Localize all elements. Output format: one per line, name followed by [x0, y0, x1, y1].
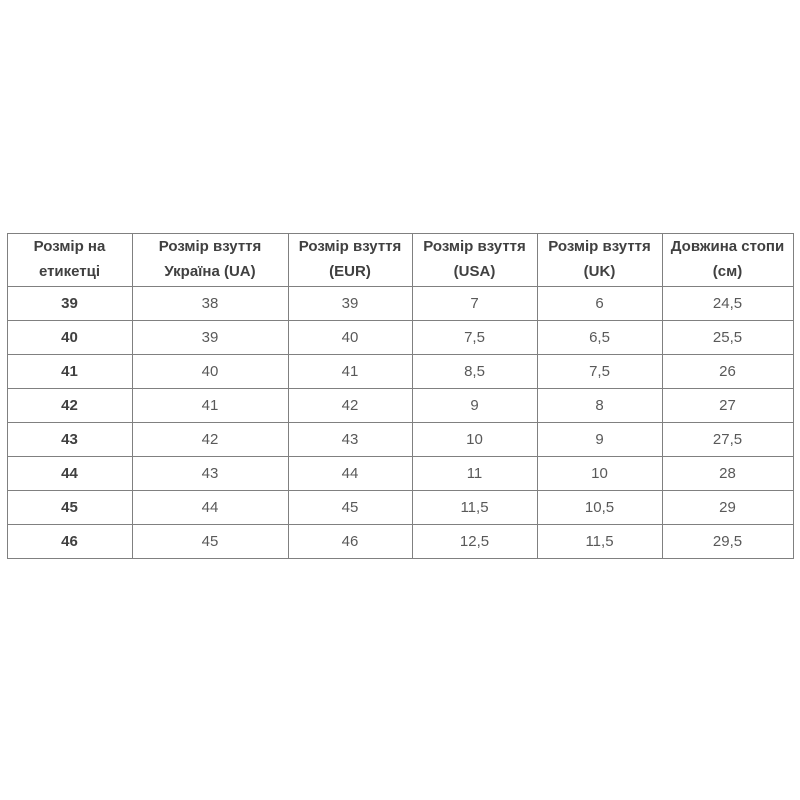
table-cell: 9 [537, 423, 662, 457]
column-header-6: Довжина стопи (см) [662, 234, 793, 287]
table-cell: 28 [662, 457, 793, 491]
table-cell: 24,5 [662, 287, 793, 321]
table-cell: 11,5 [537, 525, 662, 559]
table-cell: 7 [412, 287, 537, 321]
table-cell: 8,5 [412, 355, 537, 389]
table-cell: 10 [537, 457, 662, 491]
table-cell: 43 [288, 423, 412, 457]
header-row [7, 234, 793, 287]
row-label-cell: 43 [7, 423, 132, 457]
table-row-2 [7, 321, 793, 355]
column-header-3: Розмір взуття (EUR) [288, 234, 412, 287]
table-row-4 [7, 389, 793, 423]
table-cell: 8 [537, 389, 662, 423]
table-row-5 [7, 423, 793, 457]
table-row-1 [7, 287, 793, 321]
table-cell: 29,5 [662, 525, 793, 559]
row-label-cell: 44 [7, 457, 132, 491]
column-header-2: Розмір взуття Україна (UA) [132, 234, 288, 287]
table-body [7, 287, 793, 559]
table-cell: 9 [412, 389, 537, 423]
table-cell: 41 [288, 355, 412, 389]
table-cell: 27 [662, 389, 793, 423]
table-cell: 45 [288, 491, 412, 525]
table-cell: 10,5 [537, 491, 662, 525]
table-cell: 41 [132, 389, 288, 423]
table-row-7 [7, 491, 793, 525]
table-cell: 40 [288, 321, 412, 355]
table-cell: 7,5 [537, 355, 662, 389]
table-row-6 [7, 457, 793, 491]
table-cell: 45 [132, 525, 288, 559]
table-cell: 11,5 [412, 491, 537, 525]
row-label-cell: 39 [7, 287, 132, 321]
row-label-cell: 42 [7, 389, 132, 423]
column-header-4: Розмір взуття (USA) [412, 234, 537, 287]
column-header-1: Розмір на етикетці [7, 234, 132, 287]
table-cell: 39 [288, 287, 412, 321]
table-cell: 44 [288, 457, 412, 491]
table-cell: 40 [132, 355, 288, 389]
row-label-cell: 45 [7, 491, 132, 525]
table-cell: 39 [132, 321, 288, 355]
table-row-8 [7, 525, 793, 559]
table-cell: 44 [132, 491, 288, 525]
table-cell: 42 [288, 389, 412, 423]
row-label-cell: 46 [7, 525, 132, 559]
table-cell: 12,5 [412, 525, 537, 559]
table-cell: 46 [288, 525, 412, 559]
table-cell: 25,5 [662, 321, 793, 355]
table-cell: 7,5 [412, 321, 537, 355]
row-label-cell: 41 [7, 355, 132, 389]
shoe-size-table [7, 233, 794, 559]
table-cell: 6 [537, 287, 662, 321]
row-label-cell: 40 [7, 321, 132, 355]
table-cell: 27,5 [662, 423, 793, 457]
table-cell: 11 [412, 457, 537, 491]
column-header-5: Розмір взуття (UK) [537, 234, 662, 287]
table-cell: 26 [662, 355, 793, 389]
table-cell: 42 [132, 423, 288, 457]
table-cell: 29 [662, 491, 793, 525]
table-cell: 43 [132, 457, 288, 491]
table-row-3 [7, 355, 793, 389]
table-cell: 10 [412, 423, 537, 457]
table-cell: 38 [132, 287, 288, 321]
table-cell: 6,5 [537, 321, 662, 355]
